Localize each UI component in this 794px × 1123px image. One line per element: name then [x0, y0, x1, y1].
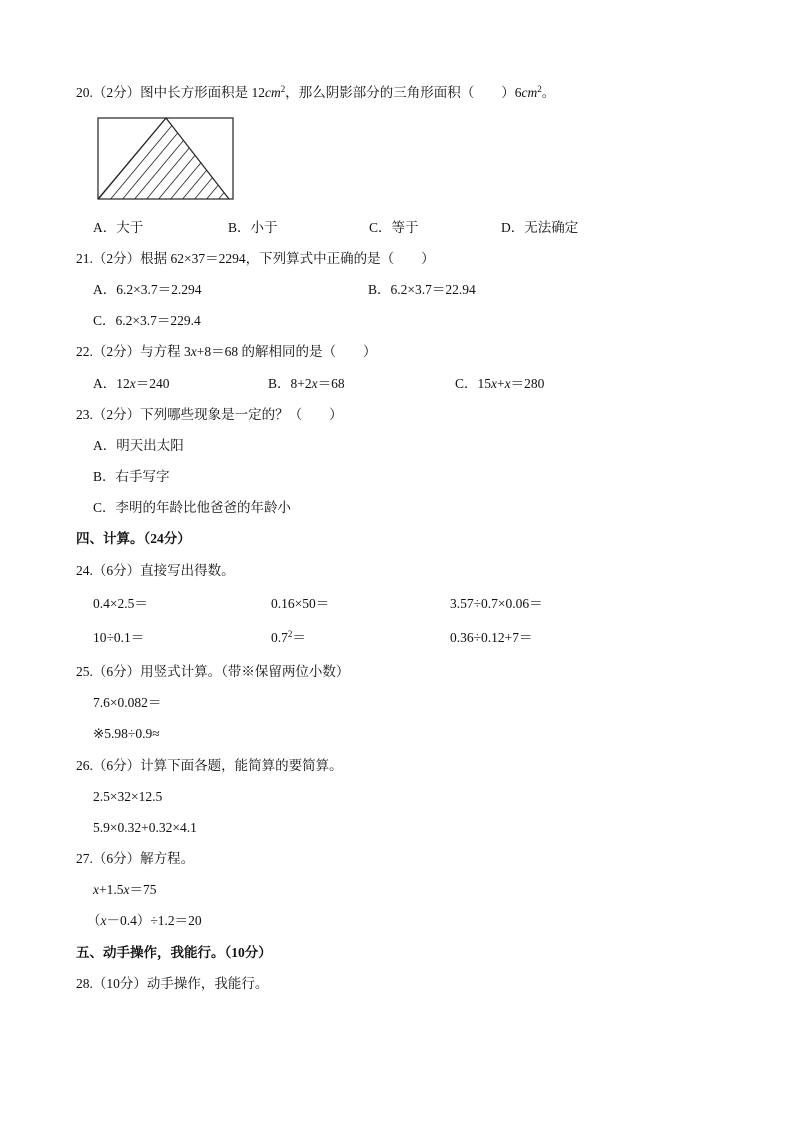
q22-stem: 22.（2分）与方程 3x+8＝68 的解相同的是（ ）	[76, 344, 377, 359]
section-5-title: 五、动手操作，我能行。（10分）	[76, 945, 272, 960]
q25-item: ※5.98÷0.9≈	[93, 726, 160, 741]
q26-item: 2.5×32×12.5	[93, 789, 163, 804]
q20-stem: 20.（2分）图中长方形面积是 $12cm^2$，那么阴影部分的三角形面积（ ）$6cm^2$。	[76, 84, 556, 100]
q24-item: 0.4×2.5＝	[93, 596, 148, 611]
q26-stem: 26.（6分）计算下面各题，能简算的要简算。	[76, 758, 343, 773]
q27-stem: 27.（6分）解方程。	[76, 851, 195, 866]
rectangle-triangle-figure	[97, 117, 237, 201]
q20-option-c[interactable]: C．等于	[369, 220, 419, 235]
q24-item: 0.16×50＝	[271, 596, 330, 611]
section-4-title: 四、计算。（24分）	[76, 531, 191, 546]
q27-equation: x+1.5x＝75	[93, 882, 157, 897]
q21-option-c[interactable]: C．6.2×3.7＝229.4	[93, 313, 201, 328]
q25-stem: 25.（6分）用竖式计算。（带※保留两位小数）	[76, 664, 350, 679]
q23-option-b[interactable]: B．右手写字	[93, 469, 170, 484]
q20-option-b[interactable]: B．小于	[228, 220, 278, 235]
q24-stem: 24.（6分）直接写出得数。	[76, 563, 235, 578]
q22-option-a[interactable]: A．12x＝240	[93, 376, 170, 391]
q22-option-c[interactable]: C．15x+x＝280	[455, 376, 545, 391]
q26-item: 5.9×0.32+0.32×4.1	[93, 820, 197, 835]
q27-equation: （x－0.4）÷1.2＝20	[87, 913, 202, 928]
q20-option-a[interactable]: A．大于	[93, 220, 144, 235]
q21-option-b[interactable]: B．6.2×3.7＝22.94	[368, 282, 476, 297]
q24-item: 10÷0.1＝	[93, 630, 145, 645]
q24-item: 0.36÷0.12+7＝	[450, 630, 533, 645]
q20-option-d[interactable]: D．无法确定	[501, 220, 579, 235]
q23-option-c[interactable]: C．李明的年龄比他爸爸的年龄小	[93, 500, 292, 515]
q22-option-b[interactable]: B．8+2x＝68	[268, 376, 345, 391]
q24-item: $0.7^2=$	[271, 629, 306, 645]
q24-item: 3.57÷0.7×0.06＝	[450, 596, 543, 611]
q21-stem: 21.（2分）根据 62×37＝2294，下列算式中正确的是（ ）	[76, 251, 435, 266]
q25-item: 7.6×0.082＝	[93, 695, 162, 710]
q21-option-a[interactable]: A．6.2×3.7＝2.294	[93, 282, 202, 297]
q28-stem: 28.（10分）动手操作，我能行。	[76, 976, 269, 991]
q23-option-a[interactable]: A．明天出太阳	[93, 438, 184, 453]
q23-stem: 23.（2分）下列哪些现象是一定的？（ ）	[76, 407, 343, 422]
